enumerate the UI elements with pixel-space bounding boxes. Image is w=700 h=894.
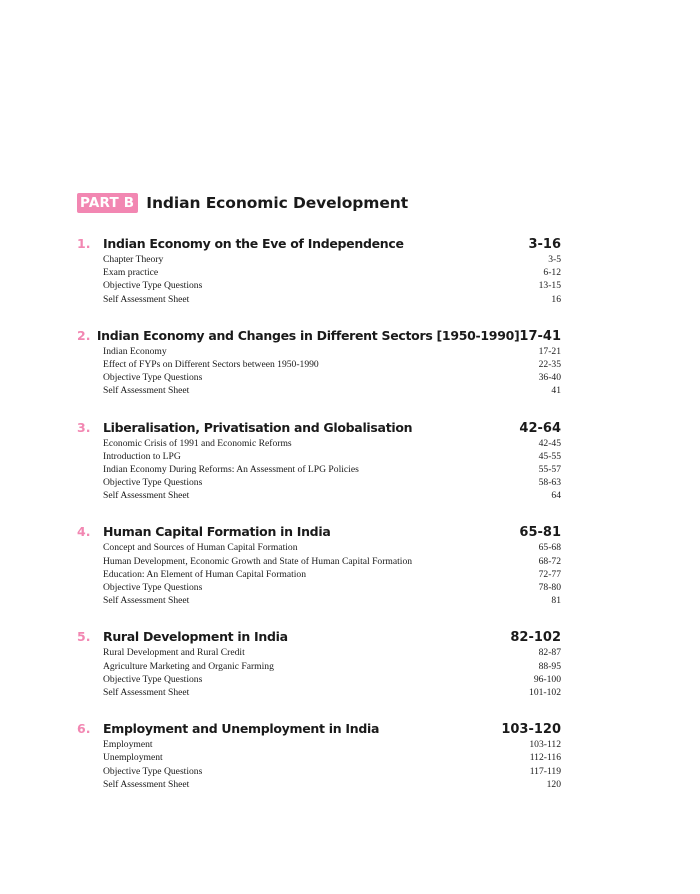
subtopic-label: Self Assessment Sheet xyxy=(103,385,190,397)
subtopic-row[interactable] xyxy=(77,372,561,385)
subtopic-row[interactable] xyxy=(77,346,561,359)
table-of-contents xyxy=(77,192,561,813)
subtopic-label: Indian Economy During Reforms: An Assessment of LPG Policies xyxy=(103,463,359,475)
chapter-subtopic-list xyxy=(77,739,561,792)
subtopic-label: Employment xyxy=(103,739,153,751)
subtopic-page-range: 55-57 xyxy=(538,463,561,475)
chapter-title: Liberalisation, Privatisation and Globalisation xyxy=(103,419,413,435)
subtopic-page-range: 22-35 xyxy=(538,358,561,370)
subtopic-page-range: 45-55 xyxy=(538,450,561,462)
chapter-subtopic-list xyxy=(77,346,561,399)
subtopic-page-range: 36-40 xyxy=(538,372,561,384)
chapter-heading[interactable] xyxy=(77,236,561,253)
subtopic-row[interactable] xyxy=(77,752,561,765)
subtopic-row[interactable] xyxy=(77,542,561,555)
chapter-list xyxy=(77,236,561,792)
part-badge: PART B xyxy=(77,193,138,213)
subtopic-label: Objective Type Questions xyxy=(103,582,203,593)
subtopic-row[interactable] xyxy=(77,438,561,451)
subtopic-row[interactable] xyxy=(77,464,561,477)
chapter-number: 3. xyxy=(77,419,91,435)
chapter-page-range: 82-102 xyxy=(510,630,561,646)
chapter-entry-1 xyxy=(77,236,561,307)
subtopic-label: Effect of FYPs on Different Sectors between 1950-1990 xyxy=(103,358,319,370)
chapter-page-range: 42-64 xyxy=(519,420,561,436)
subtopic-row[interactable] xyxy=(77,254,561,267)
chapter-heading[interactable] xyxy=(77,420,561,437)
subtopic-page-range: 117-119 xyxy=(529,765,561,777)
subtopic-row[interactable] xyxy=(77,490,561,503)
chapter-number: 2. xyxy=(77,327,91,343)
subtopic-row[interactable] xyxy=(77,385,561,398)
subtopic-label: Education: An Element of Human Capital Formation xyxy=(103,568,307,580)
subtopic-label: Objective Type Questions xyxy=(103,477,203,489)
chapter-title: Employment and Unemployment in India xyxy=(103,721,380,737)
subtopic-page-range: 82-87 xyxy=(538,647,561,659)
subtopic-page-range: 120 xyxy=(546,778,561,790)
chapter-subtopic-list xyxy=(77,254,561,307)
subtopic-page-range: 3-5 xyxy=(548,254,561,265)
subtopic-row[interactable] xyxy=(77,661,561,674)
chapter-title: Indian Economy and Changes in Different Sectors [1950-1990] xyxy=(96,327,520,343)
chapter-number: 4. xyxy=(77,524,91,540)
chapter-heading[interactable] xyxy=(77,721,561,738)
subtopic-label: Objective Type Questions xyxy=(103,372,203,384)
chapter-subtopic-list xyxy=(77,438,561,504)
chapter-title: Rural Development in India xyxy=(103,629,288,645)
subtopic-row[interactable] xyxy=(77,582,561,595)
chapter-subtopic-list xyxy=(77,542,561,608)
subtopic-row[interactable] xyxy=(77,674,561,687)
chapter-title: Indian Economy on the Eve of Independence xyxy=(103,236,404,251)
chapter-number: 5. xyxy=(77,629,91,645)
subtopic-label: Self Assessment Sheet xyxy=(103,595,190,607)
chapter-heading[interactable] xyxy=(77,524,561,541)
subtopic-row[interactable] xyxy=(77,569,561,582)
subtopic-row[interactable] xyxy=(77,359,561,372)
subtopic-row[interactable] xyxy=(77,766,561,779)
subtopic-page-range: 64 xyxy=(551,490,561,502)
subtopic-row[interactable] xyxy=(77,687,561,700)
subtopic-page-range: 81 xyxy=(551,595,561,607)
subtopic-page-range: 78-80 xyxy=(538,582,561,593)
subtopic-page-range: 103-112 xyxy=(529,739,561,751)
subtopic-label: Concept and Sources of Human Capital Formation xyxy=(103,542,298,554)
subtopic-row[interactable] xyxy=(77,477,561,490)
subtopic-page-range: 41 xyxy=(551,385,561,397)
subtopic-label: Unemployment xyxy=(103,752,163,764)
subtopic-row[interactable] xyxy=(77,267,561,280)
subtopic-page-range: 101-102 xyxy=(529,686,561,698)
subtopic-label: Human Development, Economic Growth and State of Human Capital Formation xyxy=(103,555,413,567)
subtopic-label: Objective Type Questions xyxy=(103,280,203,292)
subtopic-label: Introduction to LPG xyxy=(103,450,181,462)
chapter-entry-4 xyxy=(77,524,561,608)
subtopic-page-range: 16 xyxy=(551,293,561,305)
subtopic-row[interactable] xyxy=(77,556,561,569)
chapter-page-range: 17-41 xyxy=(519,328,561,344)
part-title: Indian Economic Development xyxy=(146,194,409,212)
chapter-heading[interactable] xyxy=(77,328,561,345)
subtopic-label: Economic Crisis of 1991 and Economic Reforms xyxy=(103,437,292,449)
chapter-title: Human Capital Formation in India xyxy=(103,524,331,540)
subtopic-label: Agriculture Marketing and Organic Farming xyxy=(103,660,274,672)
subtopic-label: Self Assessment Sheet xyxy=(103,293,190,305)
subtopic-row[interactable] xyxy=(77,280,561,293)
chapter-number: 1. xyxy=(77,236,91,251)
subtopic-page-range: 88-95 xyxy=(538,660,561,672)
subtopic-page-range: 68-72 xyxy=(538,555,561,567)
subtopic-label: Chapter Theory xyxy=(103,254,164,265)
subtopic-page-range: 13-15 xyxy=(538,280,561,292)
subtopic-label: Objective Type Questions xyxy=(103,765,203,777)
chapter-entry-5 xyxy=(77,629,561,700)
subtopic-row[interactable] xyxy=(77,739,561,752)
subtopic-label: Objective Type Questions xyxy=(103,673,203,685)
chapter-page-range: 103-120 xyxy=(501,722,561,738)
subtopic-page-range: 42-45 xyxy=(538,437,561,449)
subtopic-page-range: 112-116 xyxy=(529,752,561,764)
subtopic-row[interactable] xyxy=(77,595,561,608)
subtopic-row[interactable] xyxy=(77,451,561,464)
chapter-entry-6 xyxy=(77,721,561,792)
chapter-entry-2 xyxy=(77,328,561,399)
subtopic-label: Exam practice xyxy=(103,267,159,279)
chapter-page-range: 3-16 xyxy=(528,237,561,252)
subtopic-label: Indian Economy xyxy=(103,345,167,357)
subtopic-label: Self Assessment Sheet xyxy=(103,490,190,502)
subtopic-row[interactable] xyxy=(77,779,561,792)
subtopic-page-range: 96-100 xyxy=(533,673,561,685)
chapter-subtopic-list xyxy=(77,647,561,700)
subtopic-page-range: 72-77 xyxy=(538,568,561,580)
subtopic-label: Self Assessment Sheet xyxy=(103,778,190,790)
subtopic-row[interactable] xyxy=(77,647,561,660)
part-heading xyxy=(77,192,561,214)
subtopic-label: Self Assessment Sheet xyxy=(103,686,190,698)
chapter-heading[interactable] xyxy=(77,629,561,646)
chapter-page-range: 65-81 xyxy=(519,525,561,541)
chapter-entry-3 xyxy=(77,420,561,504)
subtopic-page-range: 6-12 xyxy=(543,267,561,279)
subtopic-page-range: 65-68 xyxy=(538,542,561,554)
subtopic-page-range: 17-21 xyxy=(538,345,561,357)
subtopic-page-range: 58-63 xyxy=(538,477,561,489)
subtopic-row[interactable] xyxy=(77,294,561,307)
subtopic-label: Rural Development and Rural Credit xyxy=(103,647,245,659)
chapter-number: 6. xyxy=(77,721,91,737)
